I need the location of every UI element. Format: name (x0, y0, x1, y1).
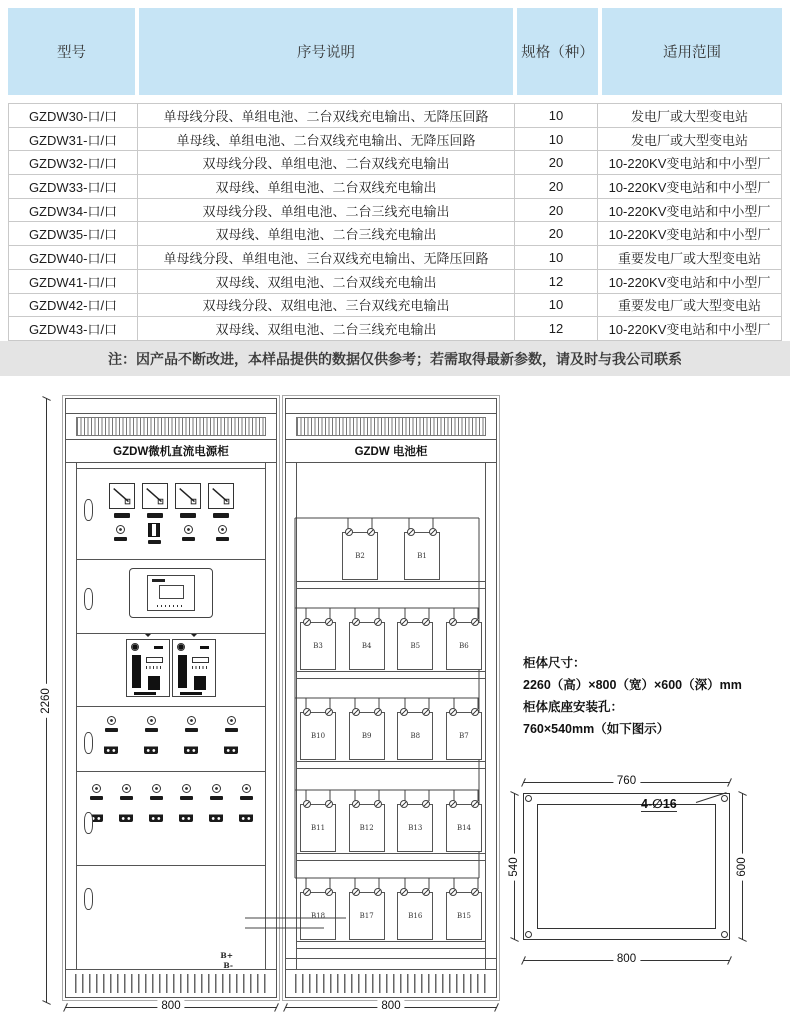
meter-icon (109, 483, 135, 509)
lamp-icon (187, 716, 196, 725)
battery-terminal-icon (325, 888, 333, 896)
battery-row (300, 712, 482, 760)
meter-panel (77, 468, 265, 560)
spec-line: 柜体尺寸： (523, 656, 586, 670)
cell-description: 双母线、单组电池、二台双线充电输出 (138, 175, 515, 198)
battery-label: B16 (408, 912, 423, 920)
lamp-bar (105, 728, 118, 732)
battery-cell (397, 622, 433, 670)
monitor-frame (147, 575, 195, 611)
model-table-body (8, 103, 782, 341)
battery-terminal-icon (471, 708, 479, 716)
breaker-unit (178, 784, 194, 822)
cell-spec: 10 (515, 294, 598, 317)
spec-line: 柜体底座安装孔： (523, 700, 624, 714)
dimension-mount-left (507, 793, 521, 940)
cell-description: 双母线分段、单组电池、二台双线充电输出 (138, 151, 515, 174)
battery-terminal-icon (449, 618, 457, 626)
cell-model: GZDW30-口/口 (9, 104, 138, 127)
panel-handle (84, 588, 93, 610)
mounting-hole-icon (525, 795, 532, 802)
battery-label: B2 (355, 552, 365, 560)
lamp-bar (210, 796, 223, 800)
heatsink-bar (178, 655, 187, 688)
charger-module (172, 639, 216, 697)
dimension-cabinet-height (39, 398, 53, 1003)
battery-cell (404, 532, 440, 580)
cell-spec: 20 (515, 175, 598, 198)
battery-cabinet-content (286, 463, 496, 969)
lamp-bar (114, 537, 127, 541)
charger-panel (77, 639, 265, 707)
cabinet-vent-grille (296, 417, 486, 436)
cell-model: GZDW33-口/口 (9, 175, 138, 198)
cell-model: GZDW31-口/口 (9, 128, 138, 151)
battery-terminal-icon (400, 618, 408, 626)
table-row (9, 317, 781, 341)
lamp-bar (150, 796, 163, 800)
door-handle (84, 888, 93, 910)
battery-terminal-icon (422, 800, 430, 808)
cell-model: GZDW40-口/口 (9, 246, 138, 269)
battery-label: B15 (456, 912, 471, 920)
cell-description: 双母线分段、单组电池、二台三线充电输出 (138, 199, 515, 222)
model-table-header (8, 8, 782, 95)
battery-cell (397, 712, 433, 760)
battery-row (300, 804, 482, 852)
battery-terminal-icon (449, 708, 457, 716)
battery-terminal-icon (303, 708, 311, 716)
cell-scope: 重要发电厂或大型变电站 (617, 250, 761, 266)
cell-description: 单母线分段、单组电池、三台双线充电输出、无降压回路 (138, 246, 515, 269)
battery-terminal-icon (471, 888, 479, 896)
column-header-model: 型号 (8, 8, 135, 95)
dimension-tick (494, 1003, 499, 1012)
battery-cell (300, 622, 336, 670)
table-row (9, 270, 781, 294)
breaker-panel-6 (77, 784, 265, 866)
battery-terminal-icon (303, 888, 311, 896)
dimension-mount-right (735, 793, 749, 940)
base-outline (523, 793, 730, 940)
dimension-label: 800 (377, 999, 404, 1014)
mounting-hole-diagram (508, 775, 768, 985)
lamp-bar (90, 796, 103, 800)
panel-handle (84, 812, 93, 834)
cell-scope: 10-220KV变电站和中小型厂 (608, 227, 771, 243)
battery-terminal-icon (400, 708, 408, 716)
battery-cell (300, 712, 336, 760)
lamp-bar (180, 796, 193, 800)
cell-scope: 发电厂或大型变电站 (630, 108, 748, 124)
battery-row (342, 532, 440, 580)
lamp-bar (120, 796, 133, 800)
meter-bar (147, 513, 163, 518)
breaker-icon (179, 806, 193, 822)
cabinet-top-band (286, 399, 496, 414)
battery-terminal-icon (449, 800, 457, 808)
spec-line: 760×540mm（如下图示） (523, 722, 670, 736)
shelf-base (297, 761, 485, 769)
monitor-buttons (157, 605, 185, 608)
cabinet-vent-grille (76, 417, 266, 436)
cell-spec: 12 (515, 317, 598, 340)
breaker-unit (118, 784, 134, 822)
battery-cell (300, 892, 336, 940)
module-dash (200, 646, 209, 649)
battery-cell (349, 892, 385, 940)
base-inner-outline (537, 804, 716, 929)
breaker-panel-4 (77, 716, 265, 772)
battery-terminal-icon (422, 888, 430, 896)
battery-cell (349, 804, 385, 852)
cell-spec: 12 (515, 270, 598, 293)
cell-spec: 20 (515, 151, 598, 174)
meter-icon (175, 483, 201, 509)
cell-description: 双母线分段、双组电池、三台双线充电输出 (138, 294, 515, 317)
lamp-bar (216, 537, 229, 541)
lamp-icon (212, 784, 221, 793)
column-header-spec: 规格（种） (517, 8, 598, 95)
battery-cell (342, 532, 378, 580)
battery-label: B3 (313, 642, 323, 650)
cabinet-top-band (66, 399, 276, 414)
breaker-unit (208, 784, 224, 822)
table-row (9, 246, 781, 270)
dimension-label: 800 (157, 999, 184, 1014)
battery-label: B9 (361, 732, 372, 740)
heatsink-bar (132, 655, 141, 688)
lamp-icon (147, 716, 156, 725)
breaker-unit (103, 716, 119, 754)
module-display (192, 657, 209, 663)
charger-module (126, 639, 170, 697)
lamp-icon (227, 716, 236, 725)
analog-meter (175, 483, 201, 518)
battery-label: B4 (361, 642, 372, 650)
lamp-icon (92, 784, 101, 793)
battery-terminal-icon (374, 800, 382, 808)
cell-scope: 10-220KV变电站和中小型厂 (608, 179, 771, 195)
breaker-row (77, 716, 265, 754)
battery-terminal-icon (374, 888, 382, 896)
battery-cell (397, 804, 433, 852)
table-row (9, 175, 781, 199)
battery-terminal-icon (367, 528, 375, 536)
table-row (9, 104, 781, 128)
door-panel (77, 866, 265, 969)
cell-scope: 发电厂或大型变电站 (630, 132, 748, 148)
battery-cell (446, 712, 482, 760)
battery-cell (300, 804, 336, 852)
mounting-hole-icon (525, 931, 532, 938)
battery-terminal-icon (422, 708, 430, 716)
module-ticks (192, 666, 209, 669)
battery-negative-label: B- (223, 961, 233, 969)
monitor-screen (159, 585, 184, 599)
battery-shelf (298, 883, 484, 949)
inner-wall (485, 463, 486, 969)
battery-cell (349, 622, 385, 670)
battery-cabinet-title: GZDW 电池柜 (286, 439, 496, 463)
shelf-base (297, 581, 485, 589)
cell-model: GZDW41-口/口 (9, 270, 138, 293)
lamp-bar (240, 796, 253, 800)
battery-terminal-icon (374, 708, 382, 716)
indicator-lamp (216, 525, 229, 544)
battery-terminal-icon (400, 888, 408, 896)
meter-icon (142, 483, 168, 509)
battery-terminal-icon (400, 800, 408, 808)
cell-spec: 20 (515, 199, 598, 222)
breaker-icon (149, 806, 163, 822)
cell-model: GZDW34-口/口 (9, 199, 138, 222)
analog-meter (142, 483, 168, 518)
vent-slats (75, 974, 267, 993)
battery-terminal-icon (345, 528, 353, 536)
cell-model: GZDW42-口/口 (9, 294, 138, 317)
shelf-base (297, 941, 485, 949)
module-ticks (146, 666, 163, 669)
table-row (9, 222, 781, 246)
lamp-icon (218, 525, 227, 534)
spec-line: 2260（高）×800（宽）×600（深）mm (523, 678, 742, 692)
fan-icon (177, 643, 185, 651)
breaker-icon (224, 738, 238, 754)
battery-terminal-icon (471, 800, 479, 808)
column-header-description: 序号说明 (139, 8, 513, 95)
cabinet-bottom-vent (66, 969, 276, 997)
battery-terminal-icon (352, 708, 360, 716)
indicator-lamp (114, 525, 127, 544)
battery-label: B5 (410, 642, 421, 650)
fan-icon (131, 643, 139, 651)
battery-terminal-icon (422, 618, 430, 626)
cell-scope: 10-220KV变电站和中小型厂 (608, 203, 771, 219)
table-row (9, 151, 781, 175)
module-bottom-bar (134, 692, 156, 695)
table-row (9, 294, 781, 318)
technical-drawing (0, 388, 790, 1036)
breaker-unit (183, 716, 199, 754)
battery-positive-label: B+ (220, 951, 233, 960)
breaker-unit (223, 716, 239, 754)
table-row (9, 128, 781, 152)
dimension-notes (523, 652, 785, 740)
dimension-tick (274, 1003, 279, 1012)
battery-label: B11 (310, 824, 326, 832)
cell-description: 双母线、双组电池、二台三线充电输出 (138, 317, 515, 340)
dimension-label: 2260 (40, 684, 52, 718)
mounting-hole-icon (721, 931, 728, 938)
cell-description: 双母线、单组电池、二台三线充电输出 (138, 222, 515, 245)
column-header-scope: 适用范围 (602, 8, 782, 95)
battery-terminal-icon (352, 618, 360, 626)
meter-icon (208, 483, 234, 509)
dimension-label: 760 (613, 774, 640, 789)
lamp-bar (185, 728, 198, 732)
cell-scope: 重要发电厂或大型变电站 (617, 298, 761, 314)
dimension-label: 800 (613, 952, 640, 967)
cell-scope: 10-220KV变电站和中小型厂 (608, 274, 771, 290)
breaker-icon (209, 806, 223, 822)
dimension-cabinet2-width (285, 1000, 497, 1014)
battery-cell (446, 892, 482, 940)
cabinet-bottom-vent (286, 969, 496, 997)
indicator-row (77, 525, 265, 544)
breaker-icon (184, 738, 198, 754)
lamp-icon (182, 784, 191, 793)
meter-bar (213, 513, 229, 518)
lamp-icon (122, 784, 131, 793)
module-block (194, 676, 206, 690)
dimension-label: 600 (736, 853, 748, 880)
battery-row (300, 622, 482, 670)
battery-shelf (298, 795, 484, 861)
battery-label: B12 (359, 824, 374, 832)
lamp-bar (182, 537, 195, 541)
cell-spec: 10 (515, 246, 598, 269)
module-display (146, 657, 163, 663)
power-cabinet-content (66, 463, 276, 969)
battery-label: B10 (310, 732, 326, 740)
mounting-hole-icon (721, 795, 728, 802)
battery-cabinet (285, 398, 497, 998)
battery-label: B6 (459, 642, 469, 650)
battery-label: B17 (359, 912, 374, 920)
battery-cell (349, 712, 385, 760)
analog-meter (208, 483, 234, 518)
battery-terminal-icon (374, 618, 382, 626)
module-dash (154, 646, 163, 649)
selector-switch (148, 525, 161, 544)
breaker-icon (119, 806, 133, 822)
cell-scope: 10-220KV变电站和中小型厂 (608, 156, 771, 172)
lamp-bar (148, 540, 161, 544)
analog-meter (109, 483, 135, 518)
battery-terminal-icon (325, 800, 333, 808)
battery-cell (446, 804, 482, 852)
power-cabinet-title: GZDW微机直流电源柜 (66, 439, 276, 463)
panel-handle (84, 732, 93, 754)
dimension-mount-bottom (523, 953, 730, 967)
breaker-icon (239, 806, 253, 822)
lamp-icon (107, 716, 116, 725)
lamp-bar (145, 728, 158, 732)
battery-row (300, 892, 482, 940)
battery-label: B13 (408, 824, 423, 832)
battery-terminal-icon (429, 528, 437, 536)
lamp-icon (184, 525, 193, 534)
battery-terminal-icon (303, 618, 311, 626)
cell-scope: 10-220KV变电站和中小型厂 (608, 322, 771, 338)
battery-terminal-icon (303, 800, 311, 808)
shelf-base (297, 671, 485, 679)
plinth-line (286, 958, 496, 959)
battery-terminal-icon (352, 800, 360, 808)
shelf-base (297, 853, 485, 861)
panel-handle (84, 499, 93, 521)
battery-terminal-icon (407, 528, 415, 536)
cell-description: 双母线、双组电池、二台双线充电输出 (138, 270, 515, 293)
breaker-unit (143, 716, 159, 754)
cell-model: GZDW43-口/口 (9, 317, 138, 340)
hole-size-label: 4-∅16 (641, 797, 677, 811)
monitor-module (129, 568, 213, 618)
dimension-tick (727, 778, 732, 787)
breaker-row (77, 784, 265, 822)
battery-terminal-icon (352, 888, 360, 896)
cell-description: 单母线分段、单组电池、二台双线充电输出、无降压回路 (138, 104, 515, 127)
breaker-unit (148, 784, 164, 822)
cell-description: 单母线、单组电池、二台双线充电输出、无降压回路 (138, 128, 515, 151)
breaker-icon (144, 738, 158, 754)
module-block (148, 676, 160, 690)
lamp-icon (152, 784, 161, 793)
monitor-dash (152, 579, 165, 582)
battery-terminal-icon (325, 708, 333, 716)
dimension-mount-top (523, 775, 730, 789)
note-bar: 注：因产品不断改进，本样品提供的数据仅供参考；若需取得最新参数，请及时与我公司联系 (0, 341, 790, 376)
charger-modules (77, 639, 265, 697)
battery-terminal-icon (471, 618, 479, 626)
cell-spec: 20 (515, 222, 598, 245)
monitor-panel (77, 568, 265, 634)
model-table (8, 8, 782, 341)
battery-shelf (298, 523, 484, 589)
battery-shelf (298, 613, 484, 679)
dimension-label: 540 (508, 853, 520, 880)
meter-bar (180, 513, 196, 518)
battery-label: B1 (417, 552, 427, 560)
battery-label: B7 (459, 732, 469, 740)
breaker-unit (238, 784, 254, 822)
lamp-icon (242, 784, 251, 793)
cell-model: GZDW35-口/口 (9, 222, 138, 245)
dimension-tick (727, 956, 732, 965)
switch-icon (148, 523, 160, 537)
module-bottom-bar (180, 692, 202, 695)
lamp-icon (116, 525, 125, 534)
battery-cell (446, 622, 482, 670)
lamp-bar (225, 728, 238, 732)
battery-label: B18 (310, 912, 326, 920)
breaker-icon (104, 738, 118, 754)
battery-label: B8 (410, 732, 421, 740)
battery-label: B14 (456, 824, 471, 832)
power-cabinet (65, 398, 277, 998)
battery-cell (397, 892, 433, 940)
dimension-cabinet1-width (65, 1000, 277, 1014)
indicator-lamp (182, 525, 195, 544)
battery-terminal-icon (325, 618, 333, 626)
cell-spec: 10 (515, 104, 598, 127)
battery-terminal-icon (449, 888, 457, 896)
vent-slats (295, 974, 487, 993)
table-row (9, 199, 781, 223)
meter-row (77, 483, 265, 518)
meter-bar (114, 513, 130, 518)
battery-shelf (298, 703, 484, 769)
cell-spec: 10 (515, 128, 598, 151)
cell-model: GZDW32-口/口 (9, 151, 138, 174)
